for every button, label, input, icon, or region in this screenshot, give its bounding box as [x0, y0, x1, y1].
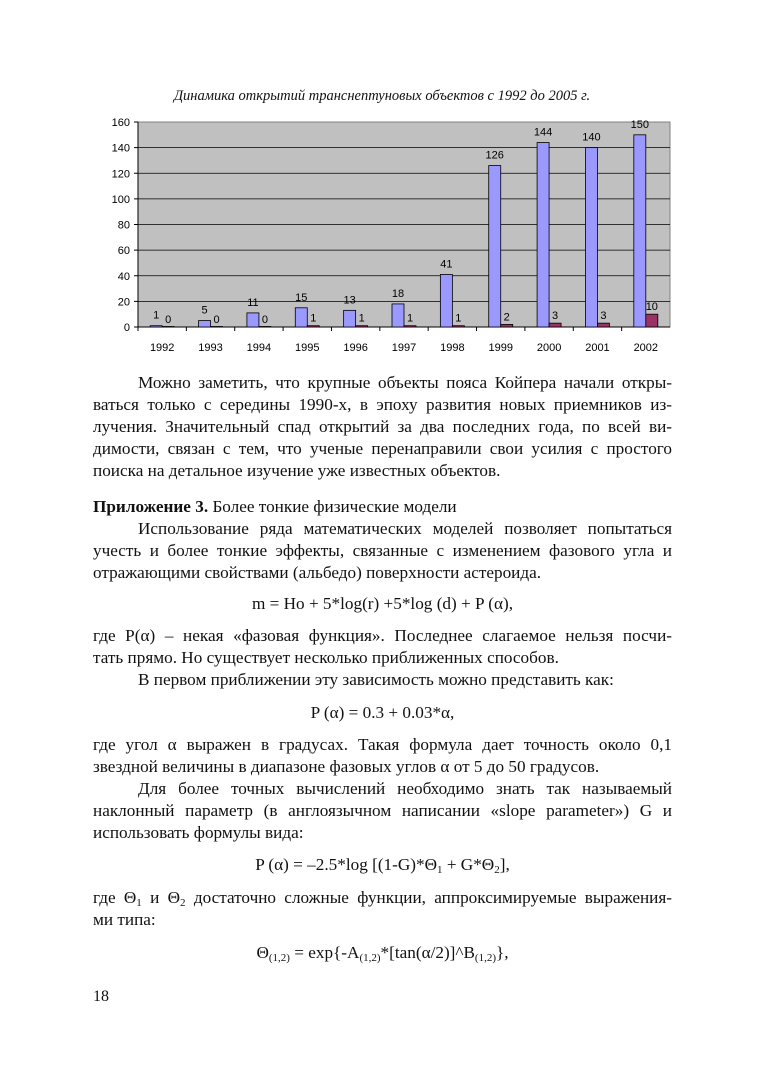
text-line: где P(α) – некая «фазовая функция». Последнее слагаемое нельзя посчи-: [93, 626, 672, 645]
data-label: 3: [552, 310, 559, 323]
bar: [307, 326, 319, 327]
paragraph-7: где $\Theta_1$ и $\Theta_2$ достаточно сложные функции, аппроксимируемые выражения- ми типа:: [93, 888, 672, 929]
text-line: звездной величины в диапазоне фазовых углов α от 5 до 50 градусов.: [93, 757, 600, 776]
x-tick-label: 1992: [149, 342, 175, 354]
data-label: 0: [213, 314, 220, 326]
formula-phase-linear: P (α) = 0.3 + 0.03*α,: [310, 703, 455, 722]
page-number: 18: [93, 988, 109, 1005]
data-label: 13: [343, 294, 356, 307]
text-line: отражающими свойствами (альбедо) поверхности астероида.: [93, 563, 542, 582]
formula-3: [93, 854, 672, 876]
y-tick-label: 80: [117, 219, 130, 232]
bar-chart: [100, 112, 680, 360]
appendix-heading-title: Более тонкие физические модели: [208, 497, 457, 516]
bar: [392, 304, 404, 327]
paragraph-4: [93, 669, 672, 691]
paragraph-3: [93, 625, 672, 669]
y-tick-label: 140: [111, 142, 130, 155]
bar: [452, 326, 464, 327]
data-label: 0: [165, 314, 172, 326]
bar: [585, 148, 597, 327]
x-tick-label: 1997: [391, 342, 417, 354]
text-line: димости, связан с тем, что ученые перенаправили свои усилия с простого: [93, 439, 672, 458]
formula-magnitude: m = Ho + 5*log(r) +5*log (d) + P (α),: [251, 594, 513, 613]
data-label: 144: [533, 126, 553, 139]
bar: [549, 323, 561, 327]
paragraph-2: [93, 518, 672, 584]
chart-title: Динамика открытий транснептуновых объектов с 1992 до 2005 г.: [173, 88, 591, 104]
data-label: 140: [582, 131, 601, 144]
x-tick-label: 1993: [198, 342, 223, 354]
paragraph-1: [93, 372, 672, 482]
x-tick-label: 1994: [246, 342, 272, 354]
bar: [646, 314, 658, 327]
x-tick-label: 2001: [585, 342, 610, 354]
formula-1: [93, 593, 672, 615]
appendix-heading: [93, 496, 672, 518]
data-label: 2: [503, 311, 510, 324]
x-tick-label: 1998: [440, 342, 465, 354]
data-label: 150: [630, 118, 649, 131]
paragraph-5: [93, 734, 672, 778]
formula-theta: $\Theta_{(1,2)}$ = $\exp\{-A_{(1,2)}*[\tan(\alpha/2)]\^{}B_{(1,2)}\}$,: [256, 943, 509, 964]
bar: [247, 313, 259, 327]
data-label: 1: [310, 312, 317, 325]
data-label: 1: [406, 312, 414, 325]
text-line: Для более точных вычислений необходимо знать так называемый: [138, 779, 672, 798]
bar: [634, 135, 646, 327]
bar: [295, 308, 307, 327]
bar: [404, 326, 416, 327]
x-tick-label: 1999: [488, 342, 513, 354]
formula-2: [93, 702, 672, 724]
x-tick-label: 1996: [343, 342, 368, 354]
bar: [489, 166, 501, 327]
text-line: где угол α выражен в градусах. Такая формула дает точность около 0,1: [93, 735, 672, 754]
text-line: Использование ряда математических моделей позволяет попытаться: [138, 519, 672, 538]
data-label: 18: [391, 287, 405, 300]
bar: [259, 327, 271, 328]
bar: [344, 310, 356, 327]
x-tick-label: 2000: [536, 342, 562, 354]
y-tick-label: 160: [111, 117, 130, 129]
y-tick-label: 0: [123, 322, 130, 334]
formula-4: [93, 942, 672, 964]
bar: [199, 321, 211, 327]
bar: [597, 323, 609, 327]
x-tick-label: 2002: [633, 342, 659, 354]
y-tick-label: 100: [111, 193, 130, 206]
data-label: 3: [600, 310, 607, 323]
bar: [356, 326, 368, 327]
text-line: Можно заметить, что крупные объекты пояса Койпера начали откры-: [138, 373, 672, 392]
text-line: наклонный параметр (в англоязычном написании «slope parameter») G и: [93, 801, 672, 820]
data-label: 126: [485, 149, 504, 162]
bar: [537, 143, 549, 328]
bar: [440, 274, 452, 327]
y-tick-label: 20: [117, 296, 130, 309]
formula-phase-g: P (α) = –2.5*log $[(1-G)*\Theta_1 + G*\Theta_2]$,: [255, 855, 510, 876]
bar: [501, 324, 513, 327]
text-line: тать прямо. Но существует несколько приближенных способов.: [93, 648, 559, 667]
text-line: использовать формулы вида:: [93, 823, 304, 842]
y-tick-label: 120: [111, 168, 130, 181]
bar: [211, 327, 223, 328]
appendix-heading-bold: Приложение 3.: [93, 497, 209, 516]
data-label: 11: [247, 296, 259, 309]
text-line: лучения. Значительный спад открытий за два последних года, по всей ви-: [93, 417, 672, 436]
bar: [150, 326, 162, 327]
text-line: ваться только с середины 1990-х, в эпоху развития новых приемников из-: [93, 395, 672, 414]
data-label: 41: [440, 258, 453, 271]
text-line: поиска на детальное изучение уже известных объектов.: [93, 461, 501, 480]
data-label: 1: [153, 309, 160, 322]
text-line: учесть и более тонкие эффекты, связанные с изменением фазового угла и: [93, 541, 672, 560]
text-line: ми типа:: [93, 910, 156, 929]
data-label: 5: [201, 304, 208, 317]
data-label: 1: [455, 312, 462, 325]
data-label: 0: [261, 314, 268, 326]
paragraph-6: [93, 778, 672, 844]
text-line: В первом приближении эту зависимость можно представить как:: [138, 670, 614, 689]
bar: [162, 327, 174, 328]
data-label: 10: [645, 301, 658, 314]
x-tick-label: 1995: [295, 342, 320, 354]
y-tick-label: 40: [117, 270, 130, 283]
y-tick-label: 60: [117, 245, 130, 258]
data-label: 15: [295, 291, 308, 304]
data-label: 1: [358, 312, 365, 325]
